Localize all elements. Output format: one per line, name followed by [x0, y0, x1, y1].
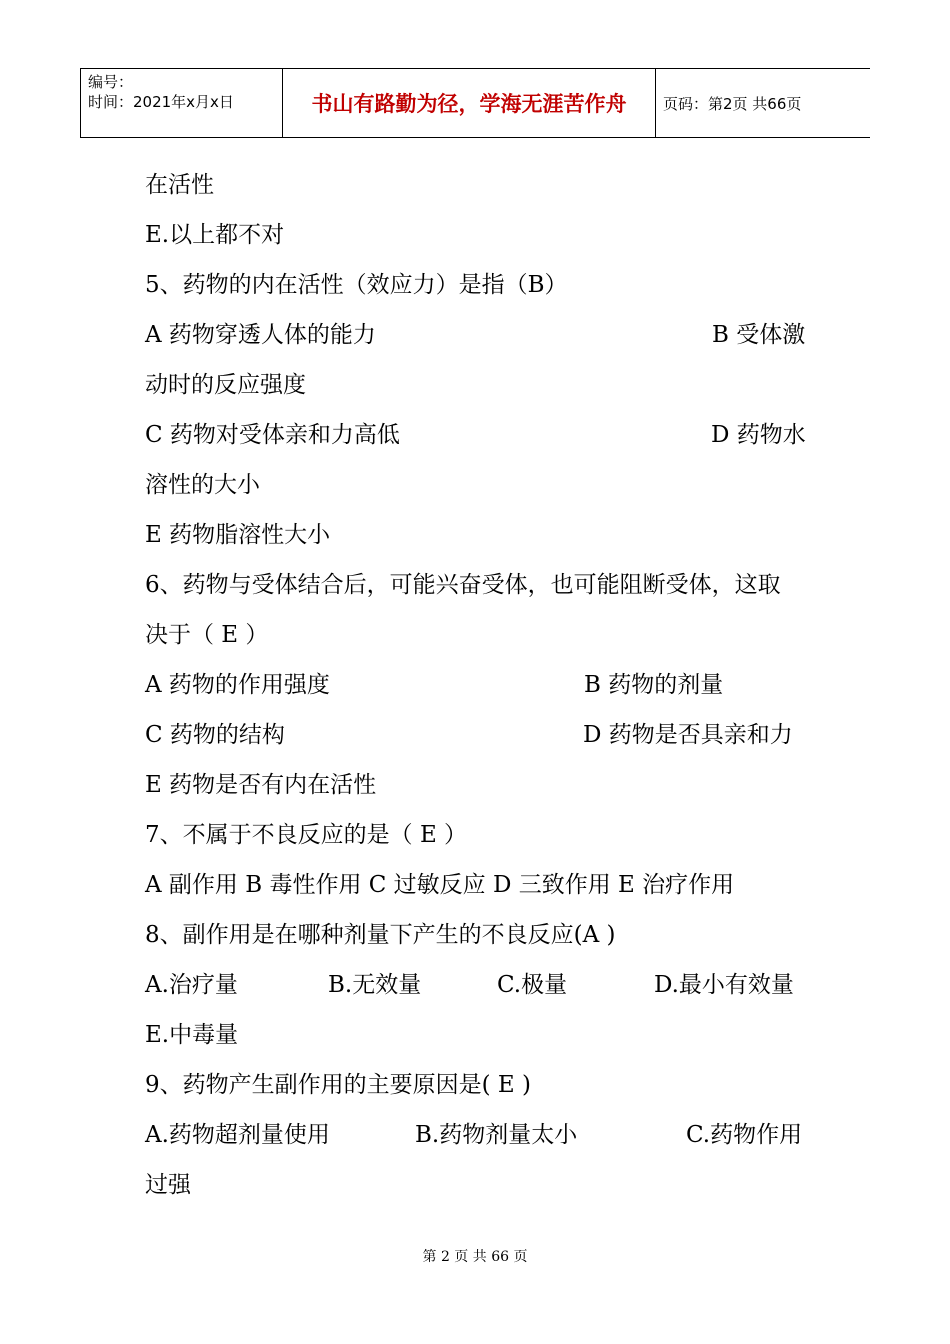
option-a: A 药物穿透人体的能力	[145, 322, 376, 348]
option-a: A.药物超剂量使用	[145, 1122, 330, 1148]
header-divider	[80, 69, 81, 137]
options-text: A 副作用 B 毒性作用 C 过敏反应 D 三致作用 E 治疗作用	[145, 872, 735, 898]
option-d: D 药物是否具亲和力	[583, 722, 793, 748]
page-footer: 第 2 页 共 66 页	[422, 1249, 528, 1265]
text-line	[145, 160, 810, 210]
question-text: 7、不属于不良反应的是（ E ）	[145, 822, 468, 848]
line-text: 溶性的大小	[145, 472, 260, 498]
option-text: E.以上都不对	[145, 222, 285, 248]
options-line	[145, 1010, 810, 1060]
question-line	[145, 910, 810, 960]
options-line	[145, 760, 810, 810]
line-text: 动时的反应强度	[145, 372, 306, 398]
option-d: D 药物水	[711, 422, 806, 448]
options-line	[145, 310, 810, 360]
option-c: C.极量	[497, 972, 568, 998]
text-line	[145, 460, 810, 510]
line-text: 过强	[145, 1172, 191, 1198]
option-c: C.药物作用	[686, 1122, 803, 1148]
text-line	[145, 360, 810, 410]
question-text: 6、药物与受体结合后，可能兴奋受体，也可能阻断受体，这取	[145, 572, 781, 598]
options-line	[145, 410, 810, 460]
options-line	[145, 1110, 810, 1160]
option-e: E.中毒量	[145, 1022, 239, 1048]
header-meta	[88, 72, 283, 112]
question-line	[145, 560, 810, 610]
question-line	[145, 810, 810, 860]
text-line	[145, 610, 810, 660]
document-body	[145, 160, 810, 1210]
options-line	[145, 510, 810, 560]
question-line	[145, 1060, 810, 1110]
option-d: D.最小有效量	[654, 972, 794, 998]
option-b: B 受体激	[712, 322, 806, 348]
options-line	[145, 860, 810, 910]
option-a: A.治疗量	[145, 972, 238, 998]
number-label: 编号：	[88, 73, 134, 91]
options-line	[145, 660, 810, 710]
header-divider	[655, 69, 656, 137]
question-text: 9、药物产生副作用的主要原因是( E )	[145, 1072, 531, 1098]
question-text: 5、药物的内在活性（效应力）是指（B）	[145, 272, 568, 298]
question-text: 8、副作用是在哪种剂量下产生的不良反应(A )	[145, 922, 616, 948]
option-c: C 药物的结构	[145, 722, 285, 748]
option-c: C 药物对受体亲和力高低	[145, 422, 400, 448]
question-line	[145, 260, 810, 310]
option-e: E 药物脂溶性大小	[145, 522, 331, 548]
line-text: 决于（ E ）	[145, 622, 269, 648]
option-b: B.药物剂量太小	[415, 1122, 578, 1148]
options-line	[145, 960, 810, 1010]
header-page-info: 页码：第2页 共66页	[663, 94, 802, 113]
time-label: 时间：2021年x月x日	[88, 93, 234, 111]
option-b: B 药物的剂量	[584, 672, 724, 698]
text-line	[145, 210, 810, 260]
option-e: E 药物是否有内在活性	[145, 772, 377, 798]
options-line	[145, 710, 810, 760]
line-text: 在活性	[145, 172, 214, 198]
header-motto: 书山有路勤为径，学海无涯苦作舟	[311, 92, 627, 116]
page-header-table	[80, 68, 870, 138]
text-line	[145, 1160, 810, 1210]
option-b: B.无效量	[328, 972, 422, 998]
option-a: A 药物的作用强度	[145, 672, 330, 698]
